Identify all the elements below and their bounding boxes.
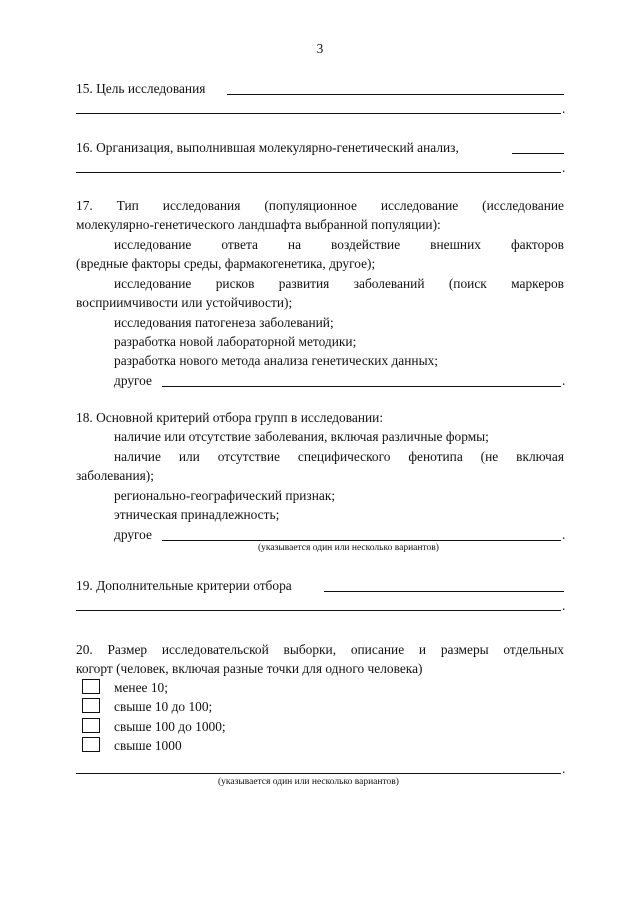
- q20-checkbox-over-1000[interactable]: [82, 737, 100, 752]
- q19-answer-line-2[interactable]: [76, 610, 561, 611]
- q17-option-external-factors: исследование ответа на воздействие внешних факторов: [114, 237, 564, 252]
- q17-title-line-1: 17. Тип исследования (популяционное исследование (исследование: [76, 198, 564, 213]
- q20-option-100-1000: свыше 100 до 1000;: [114, 719, 226, 734]
- q20-option-10-100: свыше 10 до 100;: [114, 699, 213, 714]
- q20-option-over-1000: свыше 1000: [114, 738, 182, 753]
- q17-title-line-2: молекулярно-генетического ландшафта выбранной популяции):: [76, 217, 441, 232]
- q17-option-disease-risks: исследование рисков развития заболеваний (поиск маркеров: [114, 276, 564, 291]
- q18-title: 18. Основной критерий отбора групп в исследовании:: [76, 410, 384, 425]
- q18-option-phenotype-cont: заболевания);: [76, 468, 154, 483]
- q17-option-disease-risks-cont: восприимчивости или устойчивости);: [76, 295, 293, 310]
- q17-other-line[interactable]: [162, 386, 561, 387]
- q17-option-external-factors-cont: (вредные факторы среды, фармакогенетика, другое);: [76, 256, 376, 271]
- q17-option-pathogenesis: исследования патогенеза заболеваний;: [114, 315, 334, 330]
- q15-answer-line-2[interactable]: [76, 113, 561, 114]
- q20-title-line-2: когорт (человек, включая разные точки для одного человека): [76, 661, 423, 676]
- q20-answer-line[interactable]: [76, 773, 561, 774]
- q17-option-other: другое: [114, 373, 152, 388]
- q17-option-lab-method: разработка новой лабораторной методики;: [114, 334, 357, 349]
- q15-answer-line-1[interactable]: [227, 94, 564, 95]
- q15-label: 15. Цель исследования: [76, 81, 206, 96]
- q16-label: 16. Организация, выполнившая молекулярно-генетический анализ,: [76, 140, 459, 155]
- q20-checkbox-under-10[interactable]: [82, 679, 100, 694]
- q16-answer-line-2[interactable]: [76, 172, 561, 173]
- q18-option-other: другое: [114, 527, 152, 542]
- q16-period: .: [562, 160, 566, 175]
- q18-option-regional: регионально-географический признак;: [114, 488, 336, 503]
- q20-note: (указывается один или несколько вариантов): [218, 777, 399, 787]
- q18-option-ethnic: этническая принадлежность;: [114, 507, 280, 522]
- q19-answer-line-1[interactable]: [324, 591, 564, 592]
- q18-period: .: [562, 527, 566, 542]
- q20-checkbox-10-100[interactable]: [82, 698, 100, 713]
- q15-period: .: [562, 101, 566, 116]
- q18-note: (указывается один или несколько вариантов): [258, 543, 439, 553]
- q20-period: .: [562, 761, 566, 776]
- q18-option-phenotype: наличие или отсутствие специфического фенотипа (не включая: [114, 449, 564, 464]
- q19-label: 19. Дополнительные критерии отбора: [76, 578, 292, 593]
- q17-period: .: [562, 373, 566, 388]
- q17-option-genetic-analysis: разработка нового метода анализа генетических данных;: [114, 353, 438, 368]
- q18-option-disease: наличие или отсутствие заболевания, включая различные формы;: [114, 429, 489, 444]
- q18-other-line[interactable]: [162, 540, 561, 541]
- q19-period: .: [562, 598, 566, 613]
- page-number: 3: [316, 41, 324, 56]
- q16-answer-line-1[interactable]: [512, 153, 564, 154]
- q20-option-under-10: менее 10;: [114, 680, 168, 695]
- q20-title-line-1: 20. Размер исследовательской выборки, описание и размеры отдельных: [76, 642, 564, 657]
- q20-checkbox-100-1000[interactable]: [82, 718, 100, 733]
